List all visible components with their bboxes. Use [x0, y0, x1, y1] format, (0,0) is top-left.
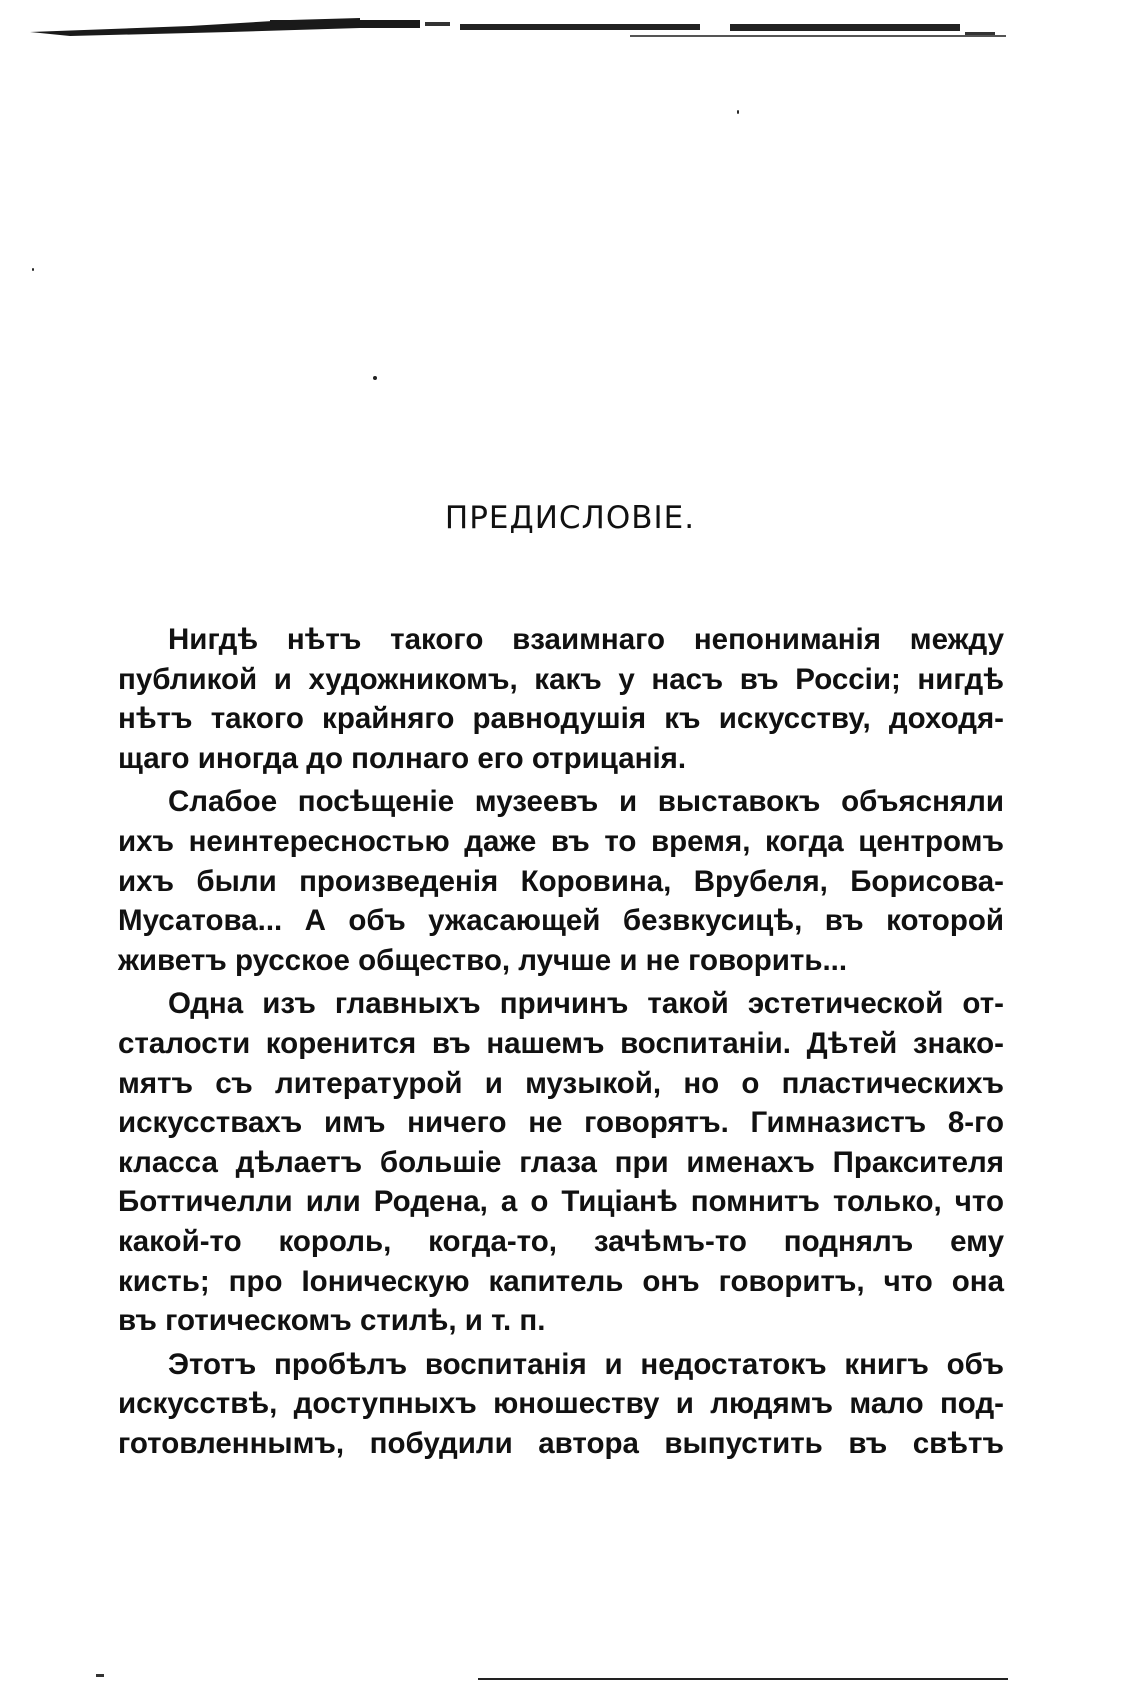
body-text — [118, 620, 1004, 1467]
top-scan-artifact — [30, 14, 1006, 38]
scan-speck — [737, 110, 739, 114]
text-line: Слабое посѣщенiе музеевъ и выставокъ объясняли — [168, 785, 1004, 819]
text-line: кисть; про Iоническую капитель онъ говоритъ, что она — [118, 1264, 1004, 1298]
scan-speck — [373, 376, 377, 380]
text-line: Одна изъ главныхъ причинъ такой эстетической от- — [168, 987, 1004, 1021]
text-line: живетъ русское общество, лучше и не говорить... — [118, 943, 848, 977]
bottom-scan-artifact — [478, 1678, 1008, 1680]
text-line: искусствѣ, доступныхъ юношеству и людямъ мало под- — [118, 1387, 1004, 1421]
text-line: готовленнымъ, побудили автора выпустить въ свѣтъ — [118, 1426, 1004, 1460]
text-line: ихъ были произведенiя Коровина, Врубеля, Борисова- — [118, 864, 1004, 898]
text-line: мятъ съ литературой и музыкой, но о пластическихъ — [118, 1066, 1004, 1100]
text-line: Этотъ пробѣлъ воспитанiя и недостатокъ книгъ объ — [168, 1347, 1004, 1381]
text-line: какой-то король, когда-то, зачѣмъ-то поднялъ ему — [118, 1224, 1004, 1258]
text-line: Мусатова... А объ ужасающей безвкусицѣ, въ которой — [118, 904, 1004, 938]
scan-speck — [96, 1674, 104, 1677]
text-line: въ готическомъ стилѣ, и т. п. — [118, 1304, 546, 1338]
text-line: ихъ неинтересностью даже въ то время, когда центромъ — [118, 824, 1004, 858]
paragraph — [118, 1345, 1004, 1464]
page-title: ПРЕДИСЛОВIЕ. — [444, 500, 696, 536]
text-line: публикой и художникомъ, какъ у насъ въ Россiи; нигдѣ — [118, 662, 1004, 696]
text-line: щаго иногда до полнаго его отрицанiя. — [118, 741, 687, 775]
text-line: Боттичелли или Родена, а о Тицiанѣ помнитъ только, что — [118, 1185, 1004, 1219]
scan-speck — [32, 268, 34, 271]
text-line: сталости коренится въ нашемъ воспитанiи. Дѣтей знако- — [118, 1026, 1004, 1060]
text-line: искусствахъ имъ ничего не говорятъ. Гимназистъ 8-го — [118, 1106, 1004, 1140]
text-line: класса дѣлаетъ большiе глаза при именахъ Праксителя — [118, 1145, 1004, 1179]
paragraph — [118, 782, 1004, 980]
text-line: Нигдѣ нѣтъ такого взаимнаго непониманiя между — [168, 623, 1004, 656]
paragraph — [118, 620, 1004, 778]
text-line: нѣтъ такого крайняго равнодушiя къ искусству, доходя- — [118, 702, 1004, 736]
paragraph — [118, 984, 1004, 1340]
